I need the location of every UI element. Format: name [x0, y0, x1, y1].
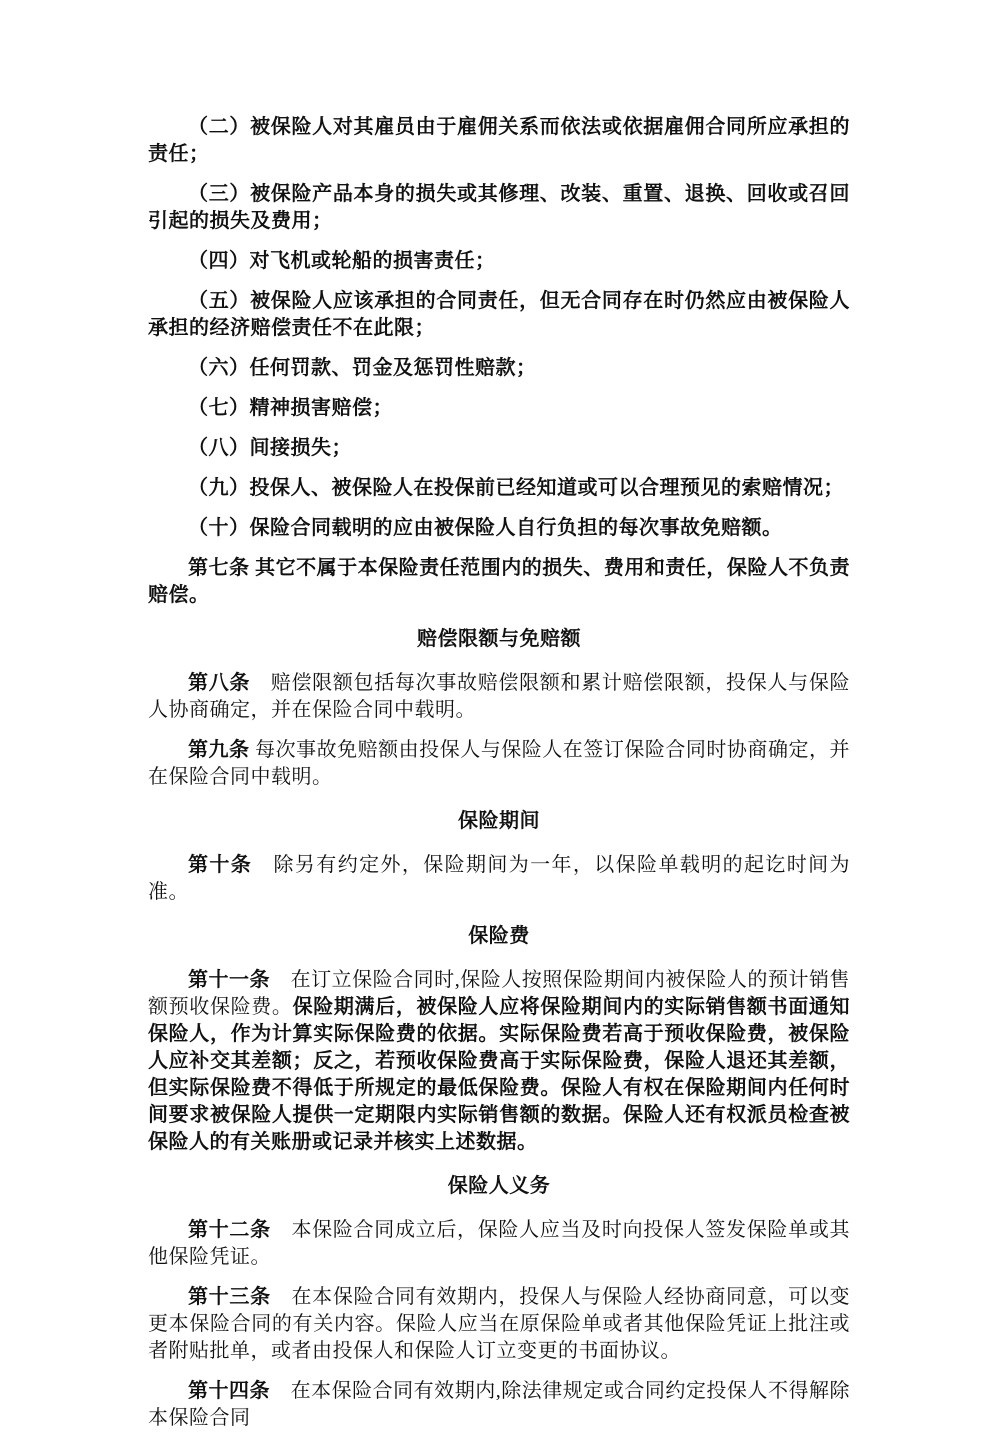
article-11-bold-text: 保险期满后，被保险人应将保险期间内的实际销售额书面通知保险人，作为计算实际保险费的依据。实际保险费若高于预收保险费，被保险人应补交其差额；反之，若预收保险费高于实际保险费，保险人退还其差额，但实际保险费不得低于所规定的最低保险费。保险人有权在保险期间内任何时间要求被保险人提供一定期限内实际销售额的数据。保险人还有权派员检查被保险人的有关账册或记录并核实上述数据。 — [148, 996, 851, 1153]
article-9-text: 每次事故免赔额由投保人与保险人在签订保险合同时协商确定，并在保险合同中载明。 — [148, 739, 850, 788]
article-12-text: 本保险合同成立后，保险人应当及时向投保人签发保险单或其他保险凭证。 — [148, 1219, 851, 1268]
article-13-text: 在本保险合同有效期内，投保人与保险人经协商同意，可以变更本保险合同的有关内容。保险人应当在原保险单或者其他保险凭证上批注或者附贴批单，或者由投保人和保险人订立变更的书面协议。 — [148, 1286, 851, 1362]
article-8-text: 赔偿限额包括每次事故赔偿限额和累计赔偿限额，投保人与保险人协商确定，并在保险合同中载明。 — [148, 672, 851, 721]
exclusion-item-7: （七）精神损害赔偿； — [188, 397, 393, 419]
exclusion-item-3: （三）被保险产品本身的损失或其修理、改装、重置、退换、回收或召回引起的损失及费用； — [148, 183, 850, 232]
article-10 — [148, 852, 850, 906]
article-8 — [148, 670, 850, 724]
exclusion-item-9: （九）投保人、被保险人在投保前已经知道或可以合理预见的索赔情况； — [188, 477, 844, 499]
exclusion-item-4: （四）对飞机或轮船的损害责任； — [188, 250, 496, 272]
article-10-number: 第十条 — [188, 854, 253, 876]
article-14 — [148, 1378, 850, 1432]
section-heading-compensation-limit: 赔偿限额与免赔额 — [417, 628, 581, 650]
article-14-number: 第十四条 — [188, 1380, 271, 1402]
article-13 — [148, 1284, 850, 1365]
exclusion-item-8: （八）间接损失； — [188, 437, 352, 459]
article-7: 第七条 其它不属于本保险责任范围内的损失、费用和责任，保险人不负责赔偿。 — [148, 557, 850, 606]
article-8-number: 第八条 — [188, 672, 251, 694]
article-13-number: 第十三条 — [188, 1286, 271, 1308]
section-heading-premium: 保险费 — [468, 925, 530, 947]
article-11-text: 在订立保险合同时,保险人按照保险期间内被保险人的预计销售额预收保险费。 — [148, 969, 850, 1018]
exclusion-item-10: （十）保险合同载明的应由被保险人自行负担的每次事故免赔额。 — [188, 517, 783, 539]
article-12-number: 第十二条 — [188, 1219, 271, 1241]
exclusion-item-5: （五）被保险人应该承担的合同责任，但无合同存在时仍然应由被保险人承担的经济赔偿责任不在此限； — [148, 290, 850, 339]
article-14-text: 在本保险合同有效期内,除法律规定或合同约定投保人不得解除本保险合同 — [148, 1380, 850, 1429]
article-10-text: 除另有约定外，保险期间为一年，以保险单载明的起讫时间为准。 — [148, 854, 851, 903]
article-9 — [148, 737, 850, 791]
article-9-number: 第九条 — [188, 739, 250, 761]
article-11-number: 第十一条 — [188, 969, 271, 991]
section-heading-insurer-obligations: 保险人义务 — [447, 1175, 551, 1197]
article-12 — [148, 1217, 850, 1271]
section-heading-insurance-period: 保险期间 — [458, 810, 540, 832]
exclusion-item-2: （二）被保险人对其雇员由于雇佣关系而依法或依据雇佣合同所应承担的责任； — [148, 116, 850, 165]
article-11 — [148, 967, 850, 1156]
exclusion-item-6: （六）任何罚款、罚金及惩罚性赔款； — [188, 357, 537, 379]
